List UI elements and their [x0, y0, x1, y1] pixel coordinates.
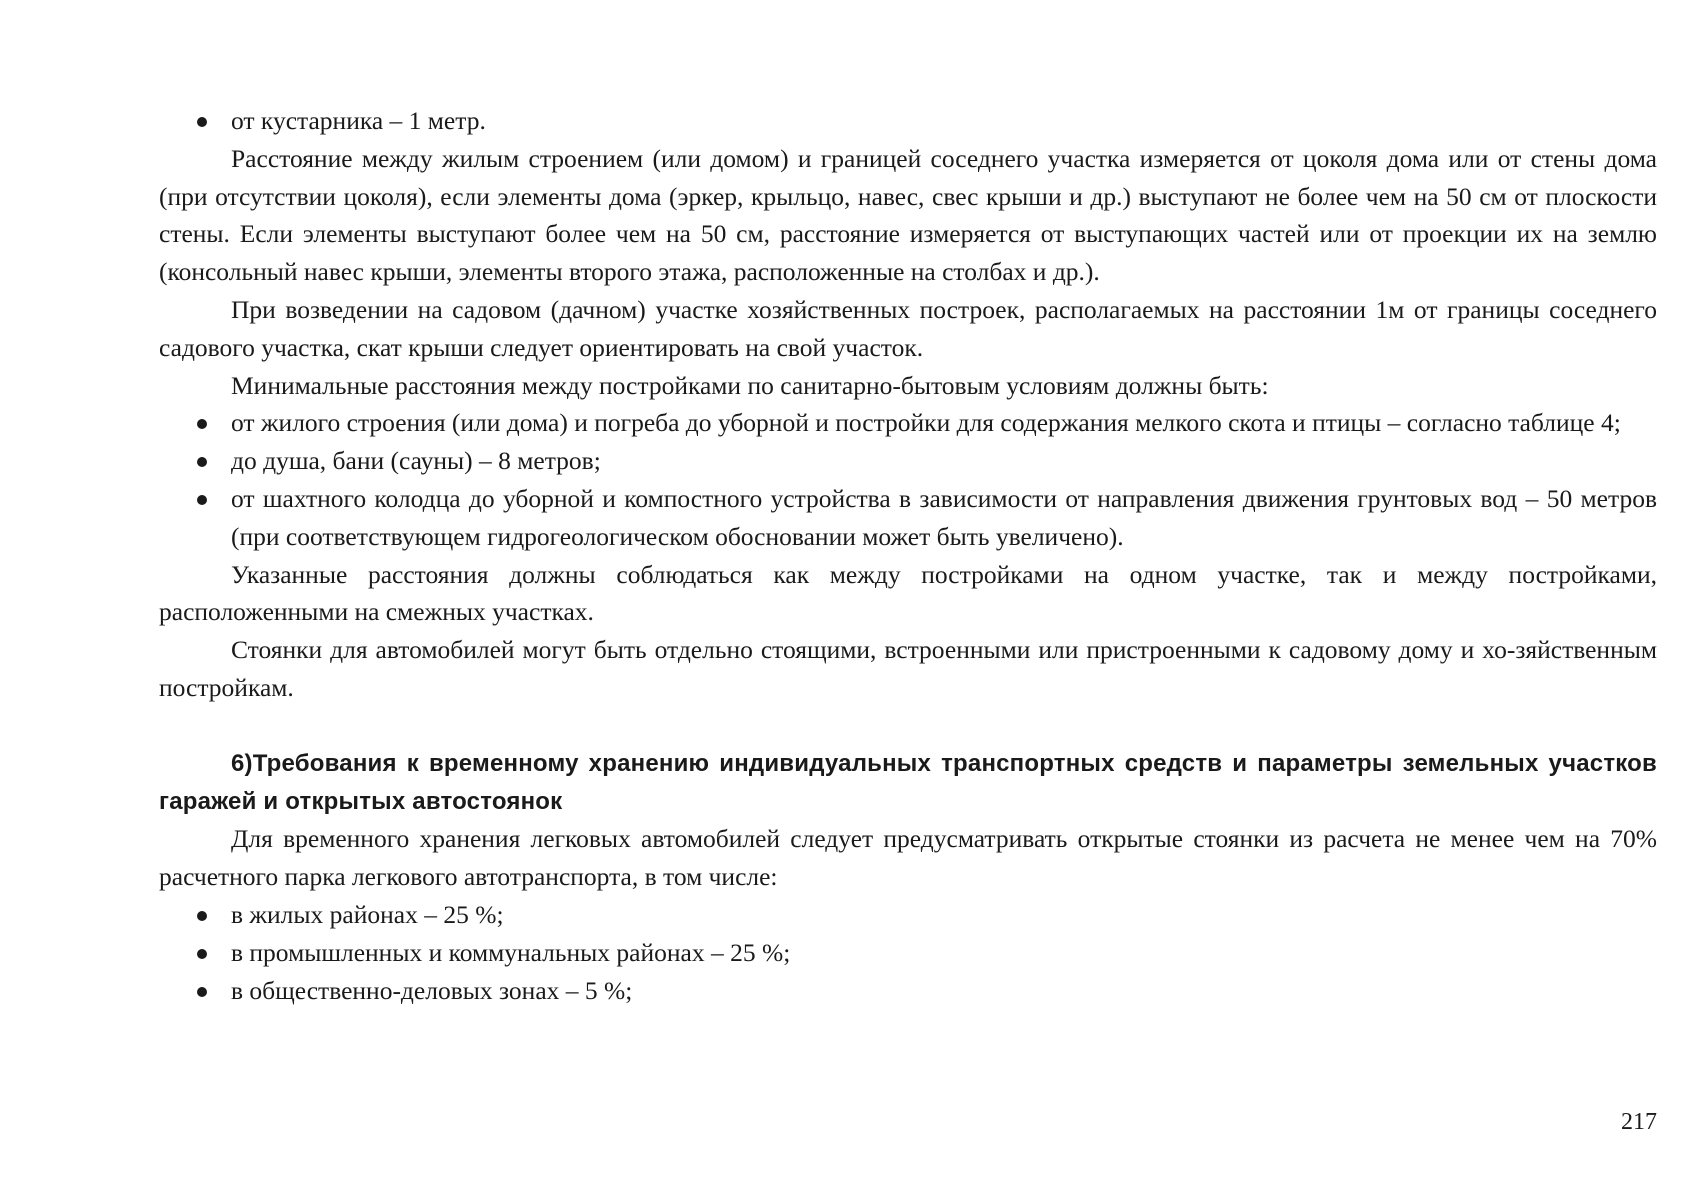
- list-item-text: в промышленных и коммунальных районах – 25 %;: [231, 937, 791, 967]
- paragraph-temporary-storage: Для временного хранения легковых автомобилей следует предусматривать открытые стоянки из расчета не менее чем на 70% расчетного парка легкового автотранспорта, в том числе:: [159, 824, 1657, 892]
- list-item: [159, 480, 1657, 556]
- paragraph-roof-slope: При возведении на садовом (дачном) участке хозяйственных построек, располагаемых на расстоянии 1м от границы соседнего садового участка, скат крыши следует ориентировать на свой участок.: [159, 294, 1657, 362]
- list-item-text: от кустарника – 1 метр.: [231, 106, 486, 135]
- list-item: [159, 972, 1657, 1010]
- bullet-icon: [197, 419, 207, 429]
- list-item: [159, 404, 1657, 442]
- paragraph-adjacent-plots: Указанные расстояния должны соблюдаться как между постройками на одном участке, так и между постройками, расположенными на смежных участках.: [159, 559, 1657, 627]
- list-item-text: до душа, бани (сауны) – 8 метров;: [231, 446, 601, 476]
- bullet-icon: [197, 949, 207, 959]
- bullet-icon: [197, 457, 207, 467]
- paragraph-distance-measurement: Расстояние между жилым строением (или домом) и границей соседнего участка измеряется от цоколя дома или от стены дома (при отсутствии цоколя), если элементы дома (эркер, крыльцо, навес, свес крыши и др.) выступают не более чем на 50 см от плоскости стены. Если элементы выступают более чем на 50 см, расстояние измеряется от выступающих частей или от проекции их на землю (консольный навес крыши, элементы второго этажа, расположенные на столбах и др.).: [159, 143, 1657, 287]
- list-item: [159, 934, 1657, 972]
- list-item-text: от жилого строения (или дома) и погреба до уборной и постройки для содержания мелкого скота и птицы – согласно таблице 4;: [231, 408, 1621, 438]
- list-item-text: в общественно-деловых зонах – 5 %;: [231, 975, 633, 1005]
- bullet-icon: [197, 911, 207, 921]
- list-item-text: в жилых районах – 25 %;: [231, 899, 504, 929]
- paragraph-car-parking: Стоянки для автомобилей могут быть отдельно стоящими, встроенными или пристроенными к садовому дому и хо-зяйственным постройкам.: [159, 635, 1657, 702]
- bullet-icon: [197, 495, 207, 505]
- list-item: [159, 896, 1657, 934]
- distances-bullet-list: [159, 404, 1657, 555]
- list-item-text: от шахтного колодца до уборной и компостного устройства в зависимости от направления движения грунтовых вод – 50 метров (при соответствующем гидрогеологическом обосновании может быть увеличено).: [231, 483, 1657, 551]
- bullet-icon: [197, 987, 207, 997]
- paragraph-minimum-distances: Минимальные расстояния между постройками по санитарно-бытовым условиям должны быть:: [231, 370, 1269, 400]
- parking-share-list: [159, 896, 1657, 1009]
- section-heading: 6)Требования к временному хранению индивидуальных транспортных средств и параметры земельных участков гаражей и открытых автостоянок: [159, 749, 1657, 815]
- page-content: [159, 102, 1657, 1009]
- bullet-icon: [197, 117, 207, 127]
- top-bullet-list: [159, 102, 1657, 140]
- list-item: [159, 102, 1657, 140]
- list-item: [159, 442, 1657, 480]
- page-number: 217: [1621, 1109, 1657, 1135]
- section-spacer: [159, 707, 1657, 745]
